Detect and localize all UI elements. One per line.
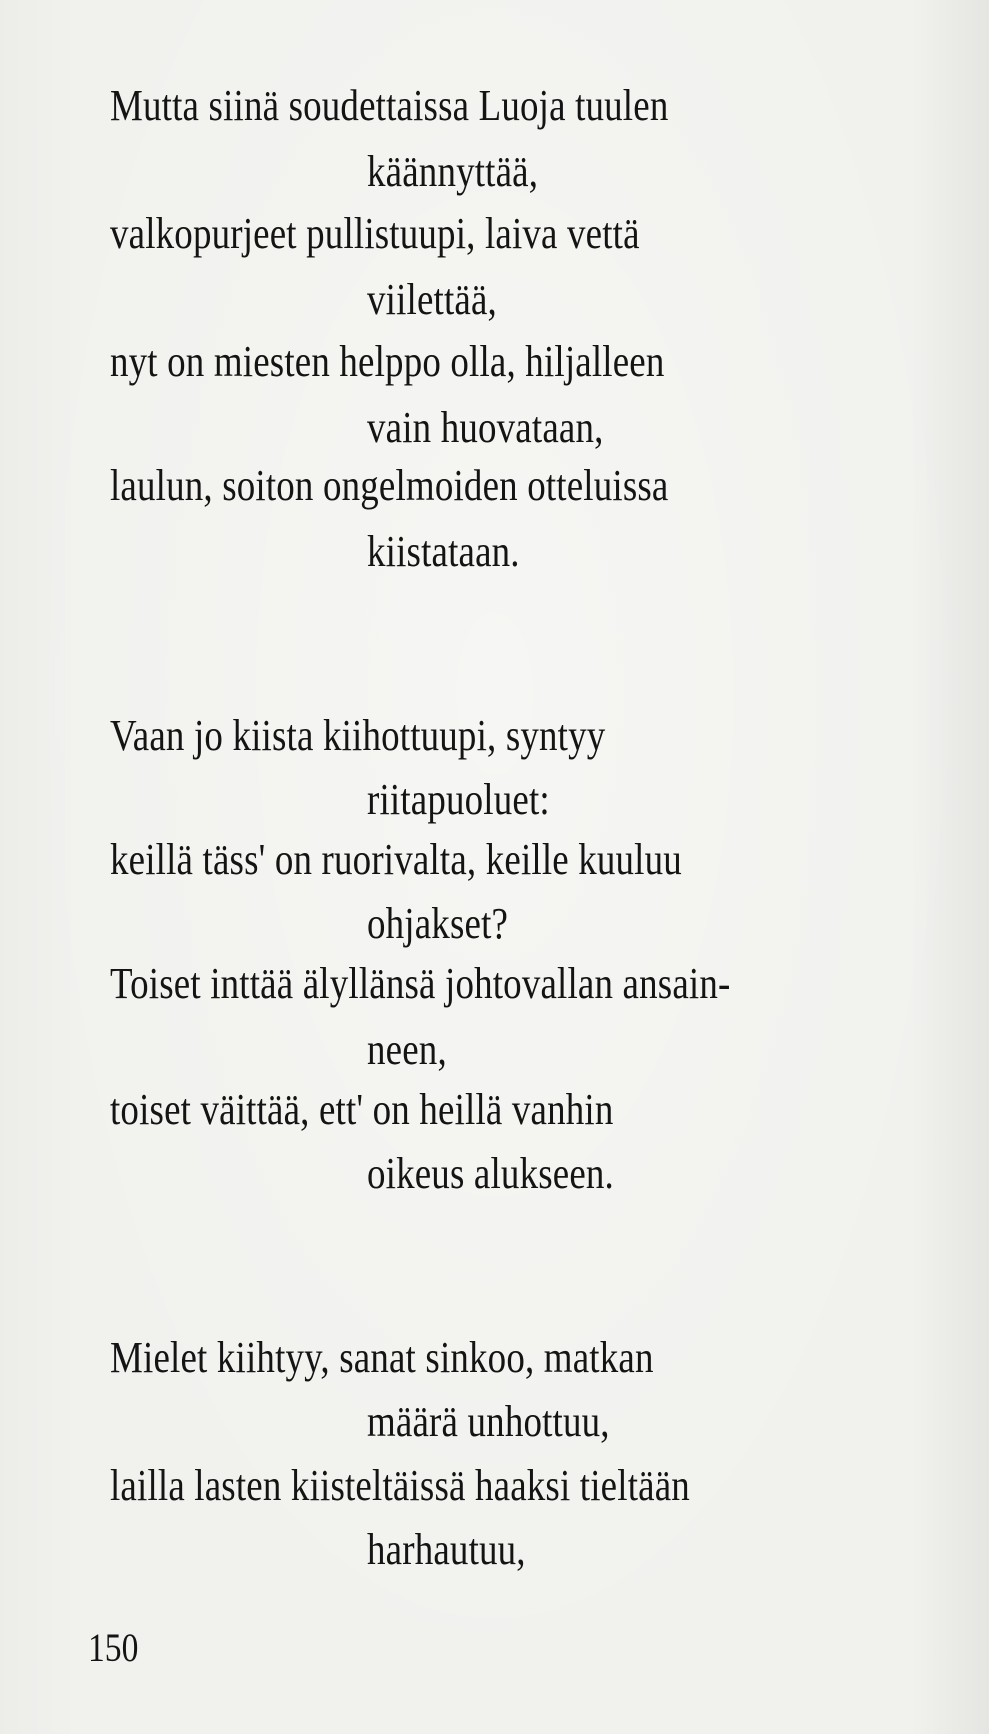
poem-line: Vaan jo kiista kiihottuupi, syntyy [110,711,606,760]
poem-line-continuation: harhautuu, [367,1525,526,1574]
poem-line-continuation: neen, [367,1025,447,1074]
poem-line-continuation: kiistataan. [367,527,520,576]
poem-line: lailla lasten kiisteltäissä haaksi tieltään [110,1461,690,1510]
poem-line-continuation: riitapuoluet: [367,775,550,824]
poem-line-continuation: käännyttää, [367,147,539,196]
poem-line: toiset väittää, ett' on heillä vanhin [110,1085,614,1134]
poem-line-continuation: vain huovataan, [367,403,604,452]
poem-line-continuation: ohjakset? [367,899,509,948]
poem-line: laulun, soiton ongelmoiden otteluissa [110,461,669,510]
poem-line: keillä täss' on ruorivalta, keille kuuluu [110,835,682,884]
poem-line-continuation: määrä unhottuu, [367,1397,610,1446]
poem-line: Mielet kiihtyy, sanat sinkoo, matkan [110,1333,654,1382]
poem-line: Mutta siinä soudettaissa Luoja tuulen [110,81,669,130]
poem-line: nyt on miesten helppo olla, hiljalleen [110,337,665,386]
poem-line: valkopurjeet pullistuupi, laiva vettä [110,209,640,258]
poem-line-continuation: viilettää, [367,275,497,324]
poem-line-continuation: oikeus alukseen. [367,1149,614,1198]
poem-line: Toiset inttää älyllänsä johtovallan ansain- [110,959,731,1008]
page-number: 150 [88,1625,139,1670]
